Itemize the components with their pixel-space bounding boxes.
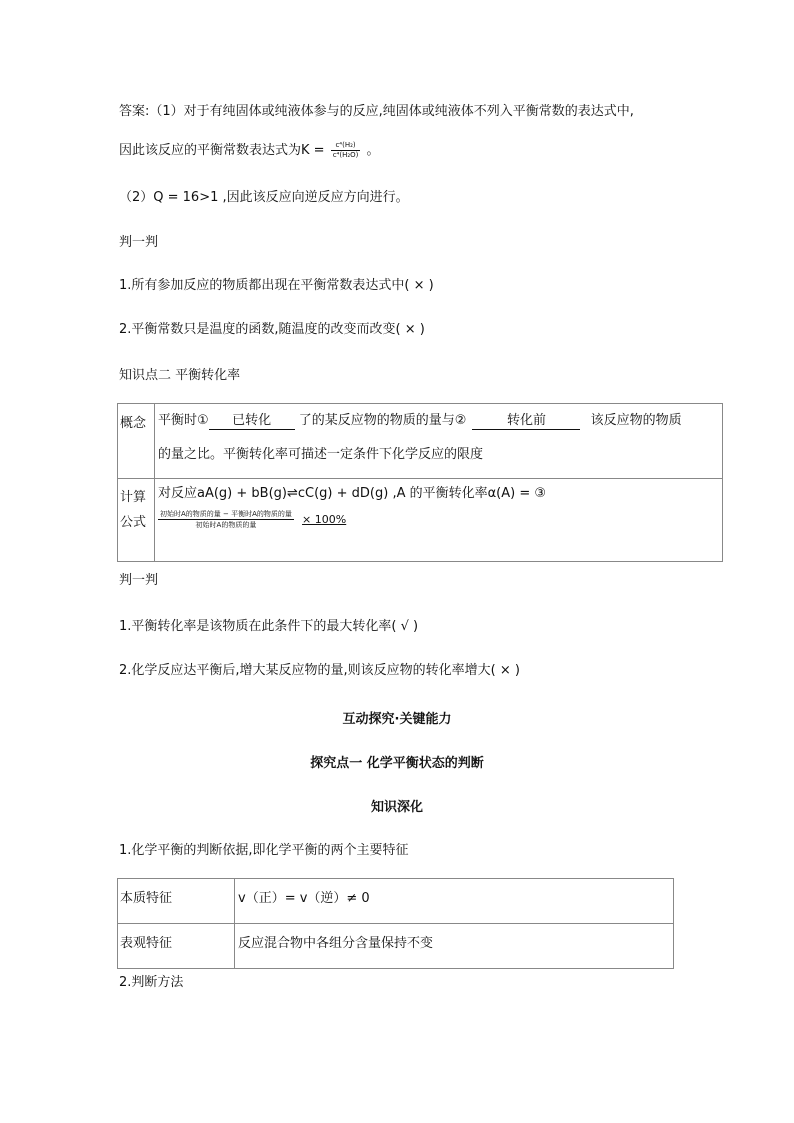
answer-line-2-suffix: 。 (366, 143, 380, 158)
judge-item-2: 2.平衡常数只是温度的函数,随温度的改变而改变( × ) (119, 322, 425, 337)
table-row (118, 404, 723, 479)
concept-text-d: 的量之比。平衡转化率可描述一定条件下化学反应的限度 (158, 447, 484, 462)
answer-line-2-prefix: 因此该反应的平衡常数表达式为K = (119, 143, 325, 158)
feature-value: v（正）= v（逆）≠ 0 (235, 879, 674, 924)
features-table (117, 878, 674, 969)
deepen-item-2: 2.判断方法 (119, 975, 184, 990)
blank-2: 转化前 (472, 413, 580, 430)
section-heading: 知识点二 平衡转化率 (119, 368, 241, 383)
judge-item-1: 1.所有参加反应的物质都出现在平衡常数表达式中( × ) (119, 278, 434, 293)
fraction-denominator: c⁴(H₂O) (332, 151, 359, 159)
judge-item-3: 1.平衡转化率是该物质在此条件下的最大转化率( √ ) (119, 619, 419, 634)
heading-interactive: 互动探究·关键能力 (342, 712, 452, 727)
row-label-formula-a: 计算 (120, 490, 147, 505)
answer-line-2 (119, 141, 380, 160)
conversion-rate-table (117, 403, 723, 562)
table-row (118, 879, 674, 924)
heading-knowledge: 知识深化 (370, 800, 423, 815)
judge-heading-2: 判一判 (119, 573, 159, 588)
concept-text-c: 该反应物的物质 (590, 413, 682, 428)
concept-text-b: 了的某反应物的物质的量与② (298, 413, 467, 428)
formula-numerator: 初始时A的物质的量 − 平衡时A的物质的量 (160, 510, 292, 518)
judge-item-4: 2.化学反应达平衡后,增大某反应物的量,则该反应物的转化率增大( × ) (119, 663, 520, 678)
equilibrium-constant-fraction (331, 141, 361, 160)
formula-denominator: 初始时A的物质的量 (195, 521, 257, 529)
feature-label: 表观特征 (118, 924, 235, 969)
formula-text: 对反应aA(g) + bB(g)⇌cC(g) + dD(g) ,A 的平衡转化率α(A) = ③ (158, 486, 547, 501)
feature-value: 反应混合物中各组分含量保持不变 (235, 924, 674, 969)
judge-heading-1: 判一判 (119, 235, 159, 250)
fraction-numerator: c⁴(H₂) (331, 141, 361, 151)
table-row (118, 479, 723, 562)
blank-1: 已转化 (209, 413, 295, 430)
heading-explore: 探究点一 化学平衡状态的判断 (310, 756, 484, 771)
feature-label: 本质特征 (118, 879, 235, 924)
formula-cell (155, 479, 723, 562)
answer-line-1: 答案:（1）对于有纯固体或纯液体参与的反应,纯固体或纯液体不列入平衡常数的表达式中, (119, 104, 634, 119)
table-row (118, 924, 674, 969)
row-label-formula-b: 公式 (120, 515, 147, 530)
deepen-item-1: 1.化学平衡的判断依据,即化学平衡的两个主要特征 (119, 843, 409, 858)
concept-text-a: 平衡时① (158, 413, 209, 428)
row-label-formula (118, 479, 155, 562)
answer-line-3: （2）Q = 16>1 ,因此该反应向逆反应方向进行。 (119, 190, 409, 205)
conversion-fraction (158, 509, 294, 530)
concept-cell (155, 404, 723, 479)
row-label-concept: 概念 (118, 404, 155, 479)
formula-tail: × 100% (302, 513, 347, 526)
